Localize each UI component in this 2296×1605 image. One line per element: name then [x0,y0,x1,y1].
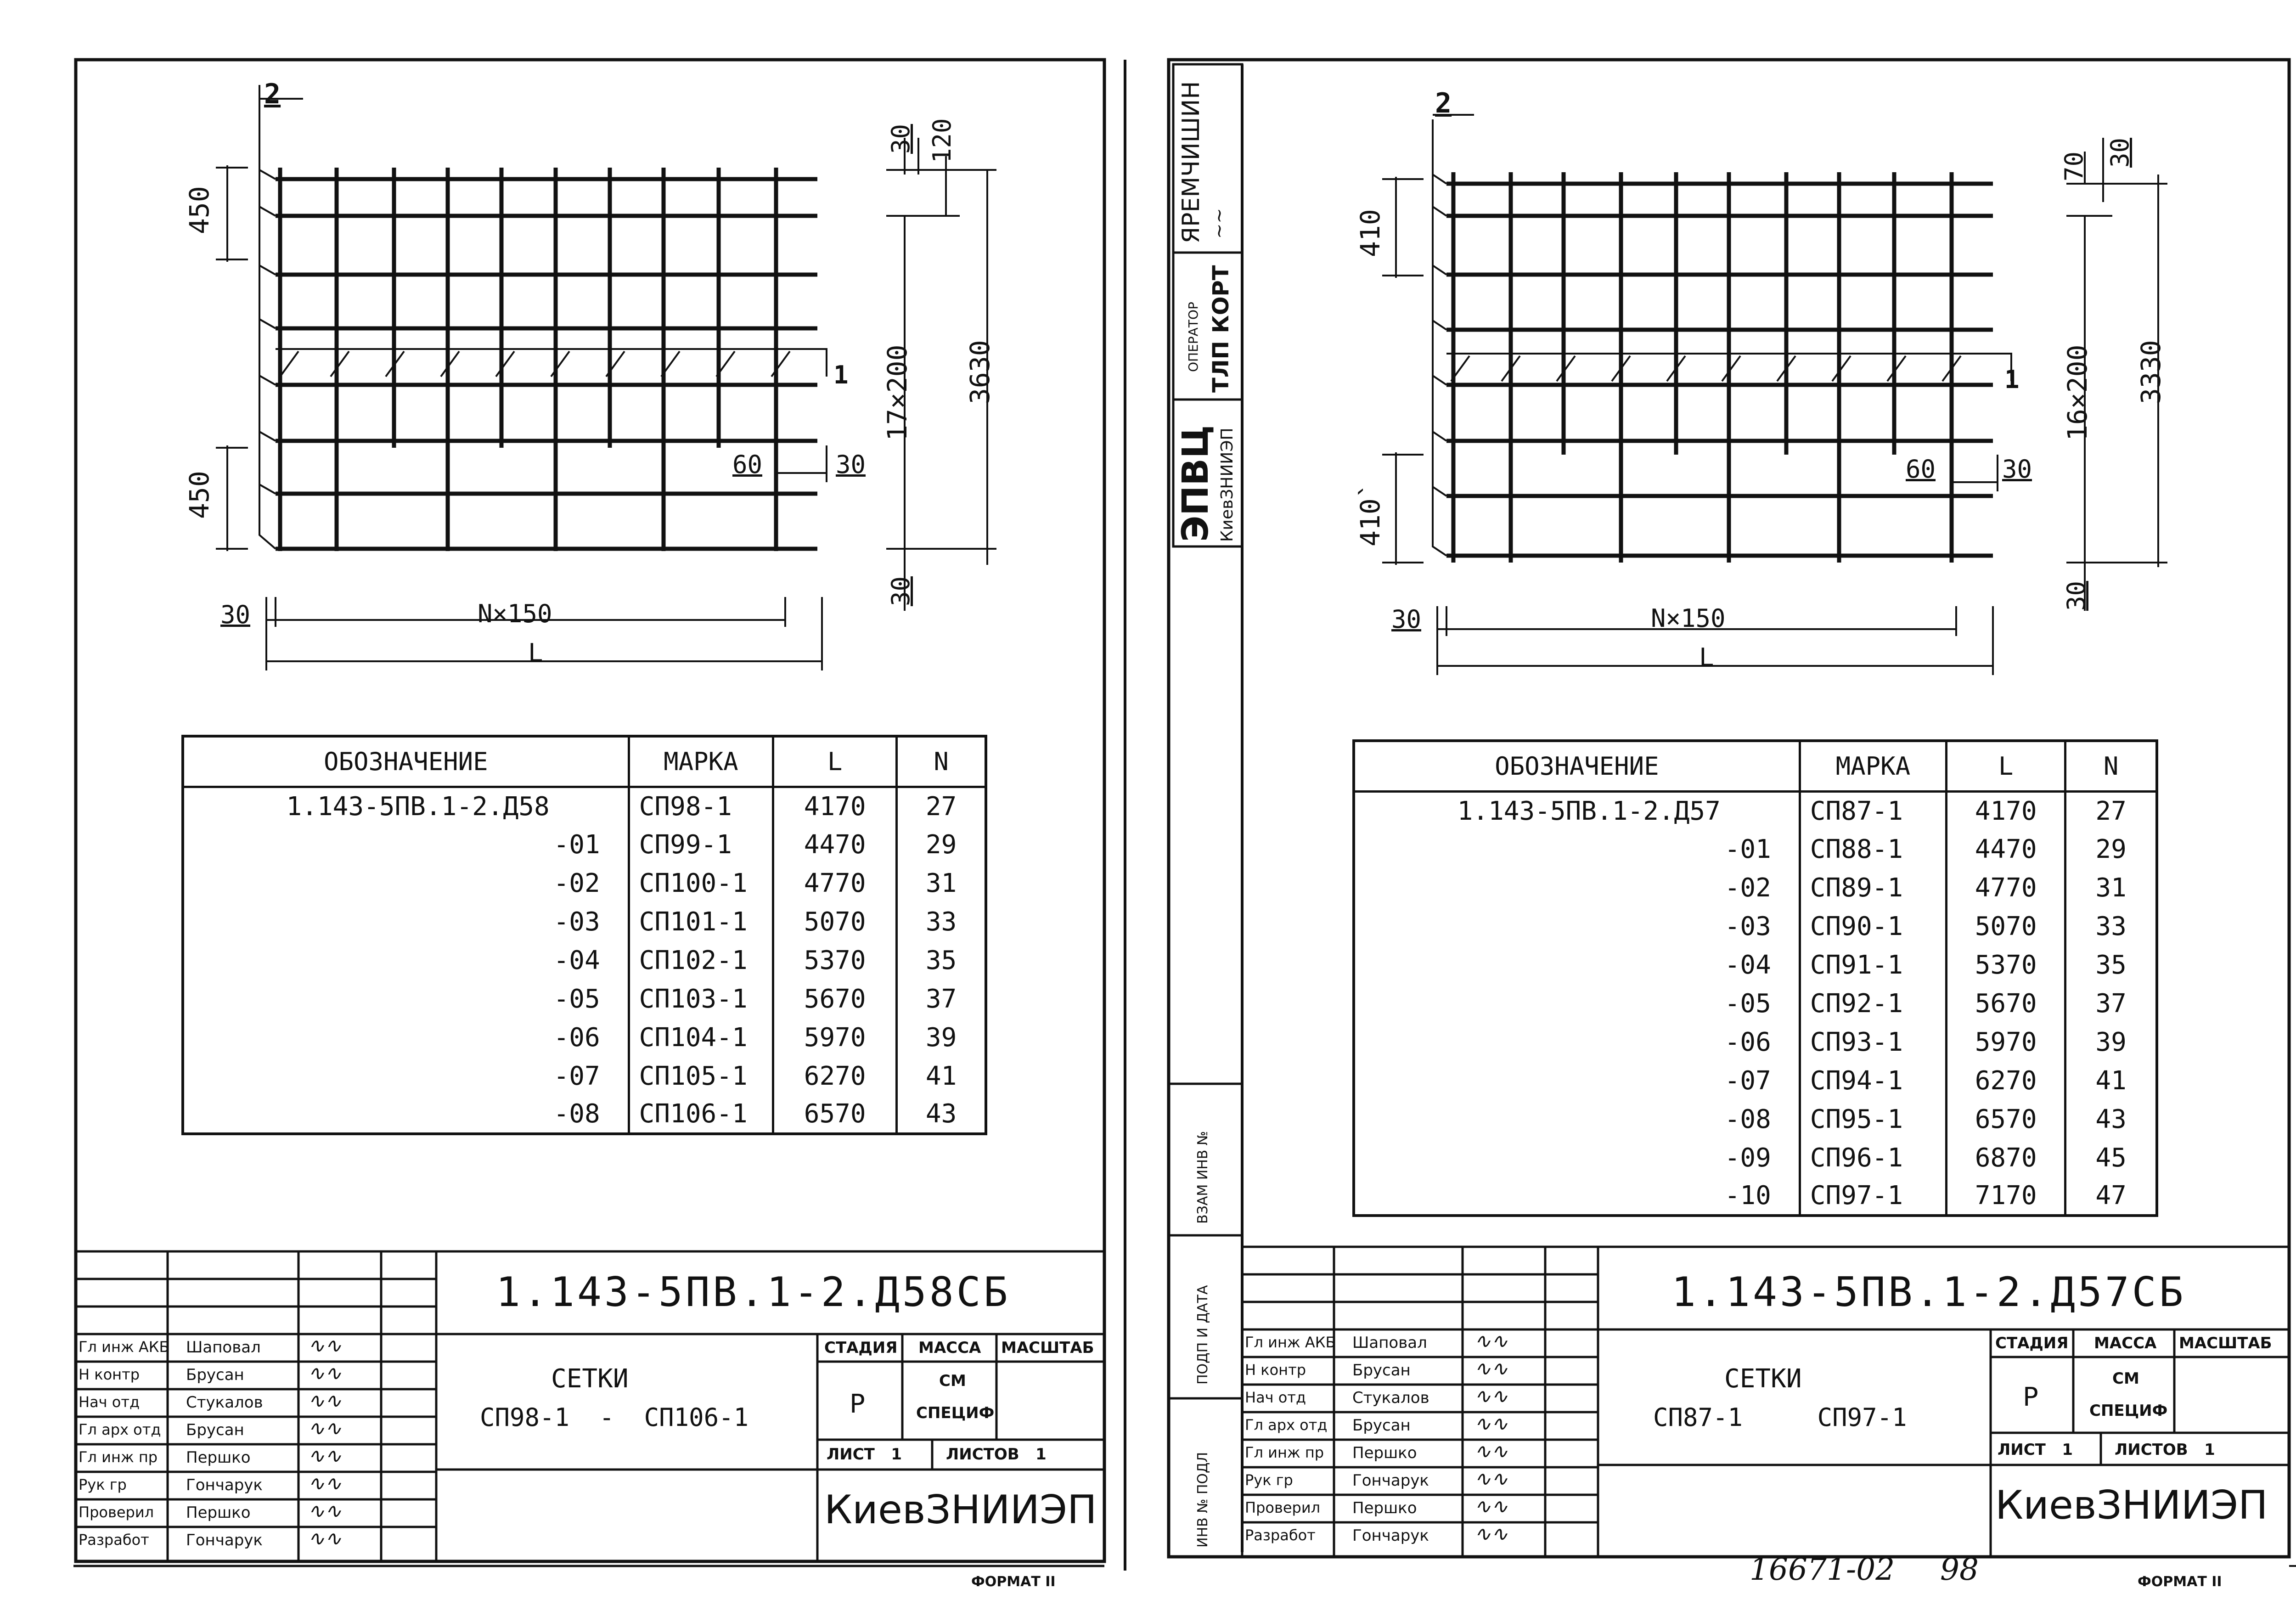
handwritten-signature: ∿∿ [308,1334,342,1357]
stamp-role: Гл инж АКБ [79,1338,169,1356]
table-row [1354,1100,2157,1138]
stamp-role: Н контр [1245,1361,1306,1379]
right-footer-number: 16671-02 [1750,1552,1895,1587]
table-row [183,980,986,1018]
stamp-name: Першко [1352,1499,1417,1517]
handwritten-signature: ∿∿ [308,1362,342,1385]
right-mass-2: СПЕЦИФ [2089,1402,2168,1420]
left-dim-60: 60 [732,450,763,479]
cell-L: 5670 [1947,984,2065,1023]
stamp-name: Першко [186,1504,251,1522]
right-table-body [1354,791,2157,1216]
cell-designation: -05 [1354,984,1800,1023]
right-mesh [1446,172,1993,563]
cell-L: 4770 [1947,868,2065,907]
cell-designation: -06 [183,1018,629,1057]
left-dim-30-top: 30 [886,124,915,154]
col-header-designation: ОБОЗНАЧЕНИЕ [1354,741,1800,791]
left-mark: 2 [264,78,281,110]
right-dim-410-top: 410 [1355,209,1386,257]
right-org: КиевЗНИИЭП [1995,1482,2268,1528]
handwritten-signature: ∿∿ [1474,1467,1508,1491]
right-stamp-title: СЕТКИ [1724,1364,1802,1394]
cell-mark: СП105-1 [629,1057,773,1095]
right-dim-30-top: 30 [2105,137,2134,168]
left-stamp-title: СЕТКИ [551,1364,629,1394]
table-row [1354,907,2157,946]
cell-designation: -03 [183,902,629,941]
cell-designation: -01 [1354,830,1800,868]
side-podp: ПОДП И ДАТА [1195,1285,1211,1385]
cell-N: 31 [2065,868,2157,907]
left-scale-header: МАСШТАБ [1001,1339,1094,1357]
right-sheets: ЛИСТОВ 1 [2115,1441,2215,1459]
handwritten-signature: ∿∿ [308,1527,342,1550]
right-dim-total: 3330 [2135,340,2167,404]
cell-designation: -09 [1354,1138,1800,1177]
cell-designation: -10 [1354,1177,1800,1216]
cell-mark: СП90-1 [1800,907,1946,946]
stamp-role: Проверил [1245,1499,1321,1516]
stamp-name: Гончарук [186,1476,263,1494]
cell-L: 6870 [1947,1138,2065,1177]
cell-L: 6570 [773,1095,897,1134]
cell-N: 29 [897,825,986,864]
cell-N: 39 [897,1018,986,1057]
right-stamp-subtitle: СП87-1 СП97-1 [1653,1403,1907,1432]
left-mass-1: СМ [939,1372,966,1390]
right-dim-30-bl: 30 [1391,605,1422,634]
right-dim-30-mid: 30 [2002,455,2032,484]
stamp-name: Шаповал [1352,1334,1427,1352]
cell-mark: СП98-1 [629,787,773,825]
table-row [1354,946,2157,984]
stamp-role: Проверил [79,1504,154,1521]
cell-L: 5370 [773,941,897,980]
cell-designation: -06 [1354,1023,1800,1061]
handwritten-signature: ∿∿ [1474,1495,1508,1518]
cell-N: 27 [2065,791,2157,830]
cell-N: 43 [2065,1100,2157,1138]
left-section-mark: 1 [833,360,849,389]
left-sheet: ЛИСТ 1 [827,1445,902,1464]
handwritten-signature: ∿∿ [1474,1440,1508,1463]
right-sheet: ЛИСТ 1 [1998,1441,2073,1459]
stamp-role: Гл арх отд [1245,1416,1328,1434]
handwritten-signature: ∿∿ [308,1444,342,1468]
cell-N: 37 [2065,984,2157,1023]
cell-designation: -05 [183,980,629,1018]
cell-mark: СП87-1 [1800,791,1946,830]
stamp-role: Нач отд [79,1393,140,1411]
table-row [183,1018,986,1057]
cell-mark: СП97-1 [1800,1177,1946,1216]
stamp-name: Брусан [186,1366,244,1384]
cell-N: 39 [2065,1023,2157,1061]
stamp-name: Стукалов [1352,1389,1429,1407]
handwritten-signature: ∿∿ [308,1472,342,1495]
right-format: ФОРМАТ II [2138,1574,2222,1590]
side-operator: ТЛП КОРТ [1208,265,1234,393]
cell-L: 5970 [1947,1023,2065,1061]
side-operator-label: ОПЕРАТОР [1186,302,1201,372]
handwritten-signature: ∿∿ [308,1499,342,1523]
col-header-N: N [2065,741,2157,791]
side-signature: ~~ [1209,208,1230,239]
left-dim-total: 3630 [964,340,996,404]
handwritten-signature: ∿∿ [308,1417,342,1440]
cell-mark: СП92-1 [1800,984,1946,1023]
side-person: ЯРЕМЧИШИН [1177,81,1205,243]
stamp-name: Стукалов [186,1393,263,1412]
right-dim-60: 60 [1906,455,1936,484]
table-row [183,1095,986,1134]
cell-N: 33 [897,902,986,941]
table-row [183,864,986,902]
cell-designation: 1.143-5ПВ.1-2.Д58 [183,787,629,825]
cell-designation: -07 [1354,1061,1800,1100]
right-scale-header: МАСШТАБ [2179,1334,2272,1352]
side-org-sub: КиевЗНИИЭП [1218,428,1237,542]
cell-mark: СП102-1 [629,941,773,980]
left-stage-header: СТАДИЯ [824,1339,898,1357]
right-footer-page: 98 [1940,1552,1979,1587]
table-row [1354,1177,2157,1216]
table-row [183,941,986,980]
cell-designation: -01 [183,825,629,864]
col-header-mark: МАРКА [1800,741,1946,791]
right-dim-70: 70 [2060,151,2088,181]
left-org: КиевЗНИИЭП [824,1487,1097,1533]
right-stage: Р [2023,1382,2038,1412]
left-dim-30-bottom: 30 [886,576,915,606]
left-table-body [183,787,986,1134]
stamp-role: Разработ [1245,1526,1316,1544]
right-stage-header: СТАДИЯ [1995,1334,2069,1352]
stamp-role: Гл арх отд [79,1421,161,1438]
left-dim-120: 120 [928,118,957,163]
table-row [183,787,986,825]
table-row [183,902,986,941]
cell-N: 37 [897,980,986,1018]
cell-N: 45 [2065,1138,2157,1177]
cell-N: 31 [897,864,986,902]
table-row [1354,1061,2157,1100]
cell-N: 47 [2065,1177,2157,1216]
cell-N: 35 [897,941,986,980]
cell-L: 7170 [1947,1177,2065,1216]
stamp-name: Першко [186,1448,251,1467]
table-row [1354,984,2157,1023]
right-dim-pitch: 16×200 [2062,344,2093,441]
cell-designation: -08 [1354,1100,1800,1138]
right-section-mark: 1 [2004,365,2020,394]
table-row [1354,1023,2157,1061]
left-mesh [276,168,817,551]
right-spec-table [1352,739,2158,1217]
right-mass-1: СМ [2112,1369,2139,1388]
cell-N: 41 [2065,1061,2157,1100]
left-dims [216,85,996,670]
left-format: ФОРМАТ II [971,1574,1056,1590]
col-header-N: N [897,736,986,787]
right-mark: 2 [1435,87,1452,119]
handwritten-signature: ∿∿ [1474,1412,1508,1436]
left-mass-2: СПЕЦИФ [916,1404,995,1422]
left-stage: Р [850,1389,865,1419]
cell-mark: СП104-1 [629,1018,773,1057]
stamp-name: Брусан [1352,1416,1411,1435]
table-row [183,1057,986,1095]
left-dim-450-bottom: 450 [184,471,215,519]
handwritten-signature: ∿∿ [1474,1329,1508,1353]
table-row [183,825,986,864]
cell-designation: 1.143-5ПВ.1-2.Д57 [1354,791,1800,830]
stamp-name: Шаповал [186,1338,261,1357]
handwritten-signature: ∿∿ [1474,1357,1508,1380]
left-sheets: ЛИСТОВ 1 [946,1445,1047,1464]
cell-L: 5370 [1947,946,2065,984]
table-row [1354,791,2157,830]
col-header-mark: МАРКА [629,736,773,787]
col-header-L: L [1947,741,2065,791]
table-row [1354,1138,2157,1177]
stamp-name: Першко [1352,1444,1417,1462]
cell-designation: -08 [183,1095,629,1134]
col-header-L: L [773,736,897,787]
cell-mark: СП94-1 [1800,1061,1946,1100]
cell-mark: СП99-1 [629,825,773,864]
left-dim-450-top: 450 [184,186,215,234]
left-dim-30-bl: 30 [220,600,251,629]
cell-N: 35 [2065,946,2157,984]
cell-L: 5970 [773,1018,897,1057]
stamp-name: Брусан [186,1421,244,1439]
stamp-role: Гл инж АКБ [1245,1334,1336,1351]
cell-mark: СП96-1 [1800,1138,1946,1177]
cell-N: 27 [897,787,986,825]
stamp-role: Рук гр [79,1476,127,1493]
cell-designation: -04 [183,941,629,980]
stamp-name: Брусан [1352,1361,1411,1380]
cell-mark: СП88-1 [1800,830,1946,868]
cell-L: 4170 [1947,791,2065,830]
cell-designation: -07 [183,1057,629,1095]
table-row [1354,868,2157,907]
cell-mark: СП95-1 [1800,1100,1946,1138]
handwritten-signature: ∿∿ [1474,1522,1508,1546]
table-row [1354,830,2157,868]
left-stamp-subtitle: СП98-1 - СП106-1 [480,1403,749,1432]
cell-designation: -04 [1354,946,1800,984]
right-dim-L: L [1699,643,1714,672]
col-header-designation: ОБОЗНАЧЕНИЕ [183,736,629,787]
left-mass-header: МАССА [918,1339,981,1357]
cell-mark: СП93-1 [1800,1023,1946,1061]
cell-mark: СП106-1 [629,1095,773,1134]
cell-L: 5070 [1947,907,2065,946]
left-doc-code: 1.143-5ПВ.1-2.Д58СБ [496,1268,1011,1316]
left-dim-pitch: 17×200 [882,344,913,441]
stamp-role: Рук гр [1245,1471,1293,1489]
cell-L: 5070 [773,902,897,941]
cell-L: 6270 [1947,1061,2065,1100]
stamp-name: Гончарук [1352,1526,1429,1545]
cell-L: 4170 [773,787,897,825]
cell-mark: СП103-1 [629,980,773,1018]
cell-N: 41 [897,1057,986,1095]
right-dim-410-bottom: 410` [1355,482,1386,546]
cell-L: 6270 [773,1057,897,1095]
left-spec-table [181,735,987,1135]
cell-mark: СП101-1 [629,902,773,941]
stamp-role: Гл инж пр [79,1448,158,1466]
left-dim-L: L [528,638,543,667]
stamp-role: Нач отд [1245,1389,1306,1406]
cell-N: 33 [2065,907,2157,946]
side-org: ЭПВЦ [1175,425,1216,542]
stamp-name: Гончарук [186,1531,263,1549]
right-mass-header: МАССА [2094,1334,2157,1352]
right-dims [1382,115,2167,675]
cell-L: 4770 [773,864,897,902]
stamp-role: Гл инж пр [1245,1444,1324,1461]
cell-L: 5670 [773,980,897,1018]
stamp-role: Разработ [79,1531,149,1549]
cell-designation: -02 [1354,868,1800,907]
cell-mark: СП100-1 [629,864,773,902]
right-dim-30-bottom: 30 [2062,580,2091,611]
left-dim-30-mid: 30 [836,450,866,479]
right-doc-code: 1.143-5ПВ.1-2.Д57СБ [1671,1268,2186,1316]
cell-designation: -02 [183,864,629,902]
cell-L: 4470 [773,825,897,864]
cell-mark: СП91-1 [1800,946,1946,984]
stamp-name: Гончарук [1352,1471,1429,1490]
stamp-role: Н контр [79,1366,140,1383]
cell-N: 43 [897,1095,986,1134]
handwritten-signature: ∿∿ [1474,1385,1508,1408]
side-inv: ИНВ № ПОДЛ [1195,1452,1211,1548]
left-dim-n150: N×150 [478,599,552,628]
handwritten-signature: ∿∿ [308,1389,342,1413]
cell-L: 4470 [1947,830,2065,868]
cell-designation: -03 [1354,907,1800,946]
cell-N: 29 [2065,830,2157,868]
cell-mark: СП89-1 [1800,868,1946,907]
cell-L: 6570 [1947,1100,2065,1138]
side-vzam: ВЗАМ ИНВ № [1195,1131,1211,1224]
right-dim-n150: N×150 [1651,604,1726,633]
